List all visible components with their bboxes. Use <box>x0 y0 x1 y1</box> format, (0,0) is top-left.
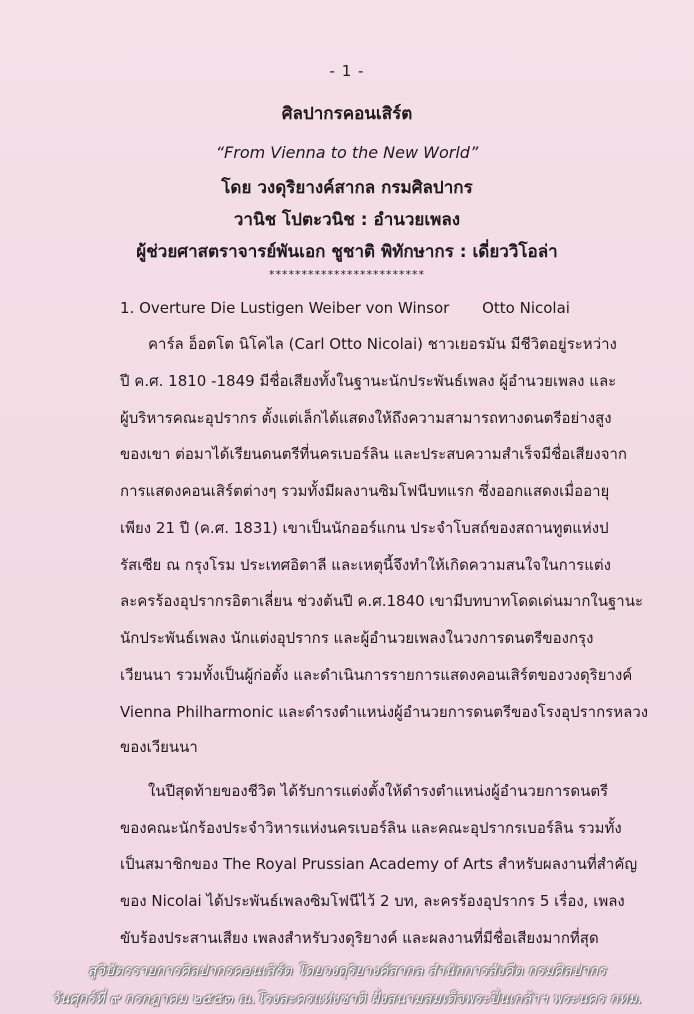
paragraph-1-line: เวียนนา รวมทั้งเป็นผู้ก่อตั้ง และดำเนินการรายการแสดงคอนเสิร์ตของวงดุริยางค์ <box>120 666 633 684</box>
item-1-title: 1. Overture Die Lustigen Weiber von Winsor <box>120 299 450 317</box>
item-1-composer: Otto Nicolai <box>482 299 570 317</box>
footer-date-venue-line: วันศุกร์ที่ ๙ กรกฎาคม ๒๕๕๓ ณ.โรงละครแห่งชาติ ฝั่งสนามสมเด็จพระปิ่นเกล้าฯ พระนคร กทม. <box>51 991 643 1007</box>
paragraph-1-line: นักประพันธ์เพลง นักแต่งอุปรากร และผู้อำนวยเพลงในวงการดนตรีของกรุง <box>120 629 594 647</box>
paragraph-1-line: คาร์ล อ็อตโต นิโคไล (Carl Otto Nicolai) ชาวเยอรมัน มีชีวิตอยู่ระหว่าง <box>148 335 617 353</box>
paragraph-1-line: ละครร้องอุปรากรอิตาเลี่ยน ช่วงต้นปี ค.ศ.1840 เขามีบทบาทโดดเด่นมากในฐานะ <box>120 592 644 610</box>
paragraph-2-line: เป็นสมาชิกของ The Royal Prussian Academy of Arts สำหรับผลงานที่สำคัญ <box>120 855 638 873</box>
paragraph-1-line: ของเวียนนา <box>120 738 198 756</box>
soloist-line: ผู้ช่วยศาสตราจารย์พันเอก ชูชาติ พิทักษากร : เดี่ยววิโอล่า <box>136 242 558 262</box>
paragraph-2-line: ในปีสุดท้ายของชีวิต ได้รับการแต่งตั้งให้ดำรงตำแหน่งผู้อำนวยการดนตรี <box>148 782 609 800</box>
page-number: - 1 - <box>329 62 365 80</box>
concert-title-thai: ศิลปากรคอนเสิร์ต <box>281 104 413 124</box>
paragraph-1-line: ของเขา ต่อมาได้เรียนดนตรีที่นครเบอร์ลิน และประสบความสำเร็จมีชื่อเสียงจาก <box>120 445 627 463</box>
item-1-heading <box>120 299 570 317</box>
paragraph-1-line: รัสเซีย ณ กรุงโรม ประเทศอิตาลี และเหตุนี้จึงทำให้เกิดความสนใจในการแต่ง <box>120 556 611 574</box>
performer-line: โดย วงดุริยางค์สากล กรมศิลปากร <box>221 178 473 198</box>
paragraph-2-line: ของคณะนักร้องประจำวิหารแห่งนครเบอร์ลิน และคณะอุปรากรเบอร์ลิน รวมทั้ง <box>120 819 622 837</box>
paragraph-1-line: เพียง 21 ปี (ค.ศ. 1831) เขาเป็นนักออร์แกน ประจำโบสถ์ของสถานทูตแห่งป <box>120 519 609 537</box>
paragraph-1-line: การแสดงคอนเสิร์ตต่างๆ รวมทั้งมีผลงานซิมโฟนีบทแรก ซึ่งออกแสดงเมื่ออายุ <box>120 482 610 500</box>
paragraph-2-line: ของ Nicolai ได้ประพันธ์เพลงซิมโฟนีไว้ 2 บท, ละครร้องอุปรากร 5 เรื่อง, เพลง <box>120 892 625 910</box>
paragraph-1-line: ปี ค.ศ. 1810 -1849 มีชื่อเสียงทั้งในฐานะนักประพันธ์เพลง ผู้อำนวยเพลง และ <box>120 372 617 390</box>
concert-title-english: “From Vienna to the New World” <box>215 143 479 162</box>
paragraph-1-line: ผู้บริหารคณะอุปรากร ตั้งแต่เล็กได้แสดงให้ถึงความสามารถทางดนตรีอย่างสูง <box>120 409 612 427</box>
paragraph-2-line: ขับร้องประสานเสียง เพลงสำหรับวงดุริยางค์ และผลงานที่มีชื่อเสียงมากที่สุด <box>120 929 599 947</box>
paragraph-1-line: Vienna Philharmonic และดำรงตำแหน่งผู้อำนวยการดนตรีของโรงอุปรากรหลวง <box>120 703 649 721</box>
separator-stars: ************************ <box>269 268 425 281</box>
conductor-line: วานิช โปตะวนิช : อำนวยเพลง <box>233 210 461 230</box>
footer-program-line: สูจิบัตรรายการศิลปากรคอนเสิร์ต โดยวงดุริยางค์สากล สำนักการสังคีต กรมศิลปากร <box>87 963 607 979</box>
